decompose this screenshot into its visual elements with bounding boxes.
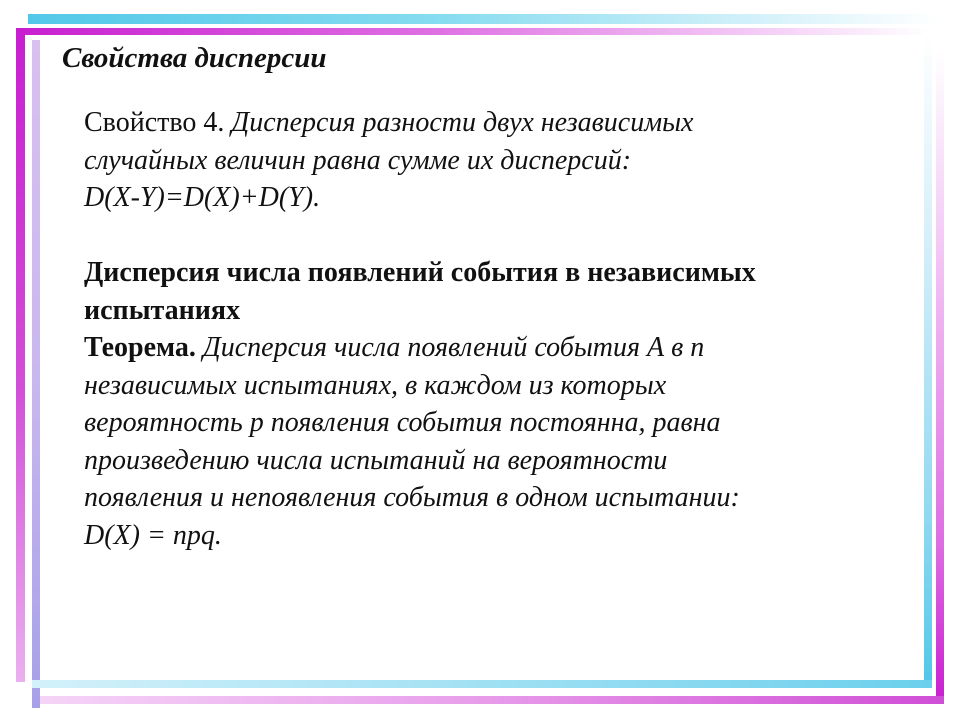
property-4-text-2: случайных величин равна сумме их дисперсий: [84, 144, 632, 176]
property-4-label: Свойство 4. [84, 107, 232, 138]
decor-bar-bottom-magenta [40, 696, 944, 704]
slide-title: Свойства дисперсии [62, 42, 327, 74]
theorem-text-2: независимых испытаниях, в каждом из которых [84, 369, 667, 401]
slide-body [84, 104, 904, 554]
section-heading-line-1: Дисперсия числа появлений события в независимых [84, 257, 756, 288]
theorem-label: Теорема. [84, 332, 203, 363]
decor-bar-top-cyan [28, 14, 940, 24]
theorem-text-1: Дисперсия числа появлений события А в n [202, 332, 705, 363]
decor-bar-right-magenta [936, 52, 944, 704]
property-4-formula: D(X-Y)=D(X)+D(Y). [84, 182, 321, 213]
theorem-text-3: вероятность р появления события постоянна, равна [84, 407, 721, 438]
decor-bar-left-lilac [32, 40, 40, 708]
theorem-formula: D(X) = npq. [84, 519, 222, 551]
property-4-line-1 [84, 104, 904, 142]
paragraph-gap [84, 217, 904, 255]
theorem-line-1 [84, 329, 904, 367]
decor-bar-left-magenta [16, 28, 25, 682]
section-heading-line-2: испытаниях [84, 294, 241, 326]
decor-bar-right-cyan [924, 34, 932, 682]
decor-bar-top-magenta [16, 28, 928, 35]
theorem-text-5: появления и непоявления события в одном испытании: [84, 482, 740, 513]
decor-bar-bottom-cyan [32, 680, 932, 688]
theorem-text-4: произведению числа испытаний на вероятности [84, 444, 668, 476]
property-4-text-1: Дисперсия разности двух независимых [231, 107, 694, 138]
